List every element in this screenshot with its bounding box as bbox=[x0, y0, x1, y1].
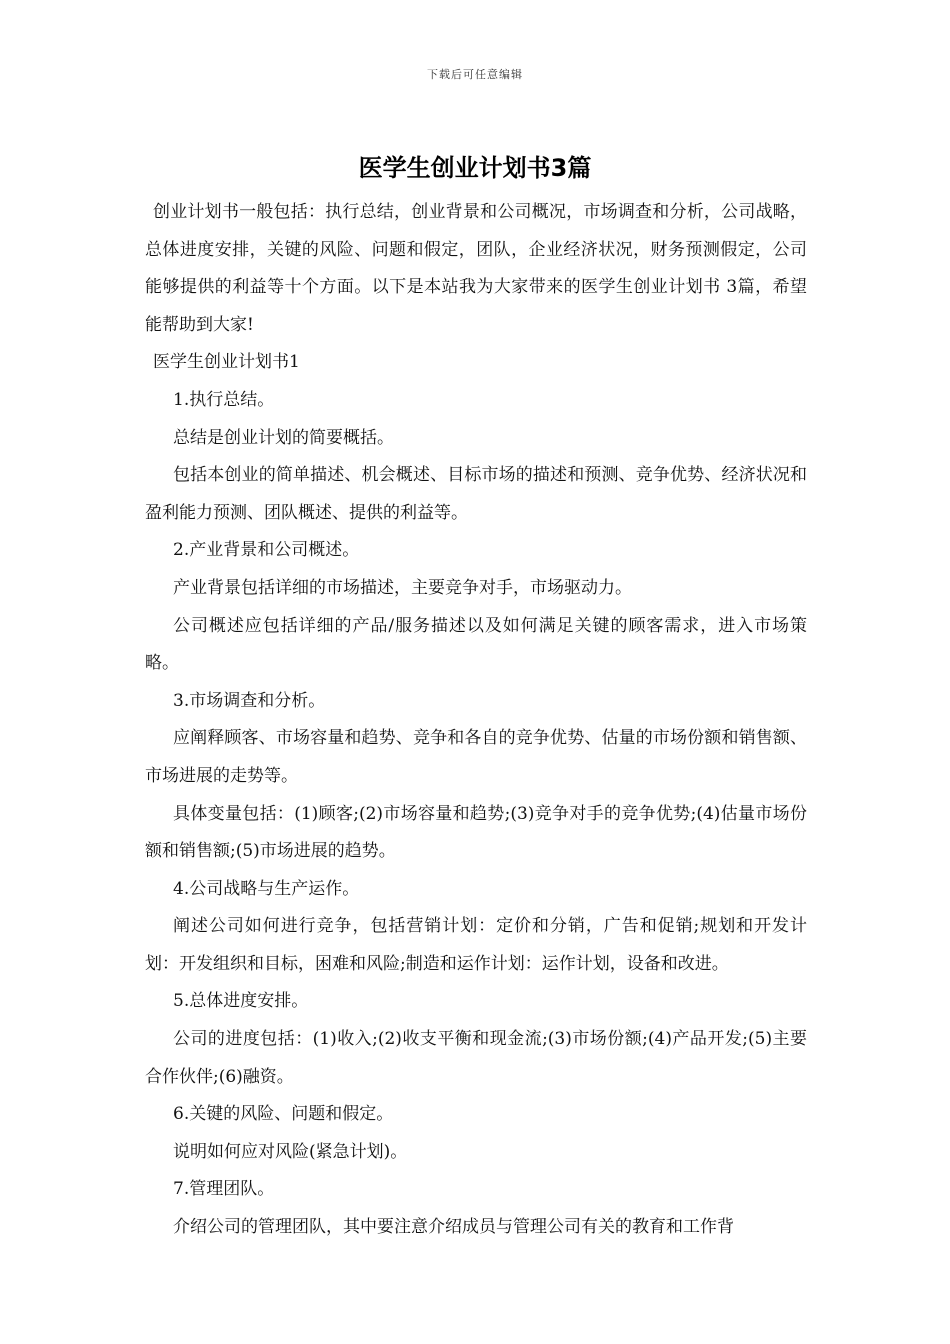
section-heading: 2.产业背景和公司概述。 bbox=[173, 540, 360, 561]
section-heading: 5.总体进度安排。 bbox=[173, 991, 309, 1012]
paragraph: 公司的进度包括：(1)收入;(2)收支平衡和现金流;(3)市场份额;(4)产品开发;(5)主要合作伙伴;(6)融资。 bbox=[145, 1029, 807, 1087]
section-heading: 6.关键的风险、问题和假定。 bbox=[173, 1104, 394, 1125]
paragraph: 创业计划书一般包括：执行总结，创业背景和公司概况，市场调查和分析，公司战略，总体进度安排，关键的风险、问题和假定，团队，企业经济状况，财务预测假定，公司能够提供的利益等十个方面。以下是本站我为大家带来的医学生创业计划书 3篇，希望能帮助到大家! bbox=[145, 202, 807, 335]
section-heading: 3.市场调查和分析。 bbox=[173, 690, 326, 711]
paragraph: 说明如何应对风险(紧急计划)。 bbox=[173, 1141, 408, 1162]
header-note: 下载后可任意编辑 bbox=[427, 68, 523, 81]
paragraph: 阐述公司如何进行竞争，包括营销计划：定价和分销，广告和促销;规划和开发计划：开发组织和目标，困难和风险;制造和运作计划：运作计划，设备和改进。 bbox=[145, 916, 807, 974]
section-heading: 7.管理团队。 bbox=[173, 1179, 275, 1200]
document-title: 医学生创业计划书3篇 bbox=[358, 154, 592, 182]
section-heading: 1.执行总结。 bbox=[173, 389, 275, 410]
paragraph: 公司概述应包括详细的产品/服务描述以及如何满足关键的顾客需求，进入市场策略。 bbox=[145, 615, 807, 674]
paragraph: 具体变量包括：(1)顾客;(2)市场容量和趋势;(3)竞争对手的竞争优势;(4)估量市场份额和销售额;(5)市场进展的趋势。 bbox=[145, 803, 807, 862]
section-heading: 4.公司战略与生产运作。 bbox=[173, 878, 360, 899]
document-body bbox=[145, 194, 807, 1247]
paragraph: 总结是创业计划的简要概括。 bbox=[173, 427, 394, 448]
paragraph: 介绍公司的管理团队，其中要注意介绍成员与管理公司有关的教育和工作背 bbox=[173, 1217, 734, 1238]
paragraph: 产业背景包括详细的市场描述，主要竞争对手，市场驱动力。 bbox=[173, 577, 632, 598]
paragraph: 应阐释顾客、市场容量和趋势、竞争和各自的竞争优势、估量的市场份额和销售额、市场进展的走势等。 bbox=[145, 728, 807, 786]
paragraph: 包括本创业的简单描述、机会概述、目标市场的描述和预测、竞争优势、经济状况和盈利能力预测、团队概述、提供的利益等。 bbox=[145, 465, 807, 523]
section-title: 医学生创业计划书1 bbox=[153, 352, 300, 373]
